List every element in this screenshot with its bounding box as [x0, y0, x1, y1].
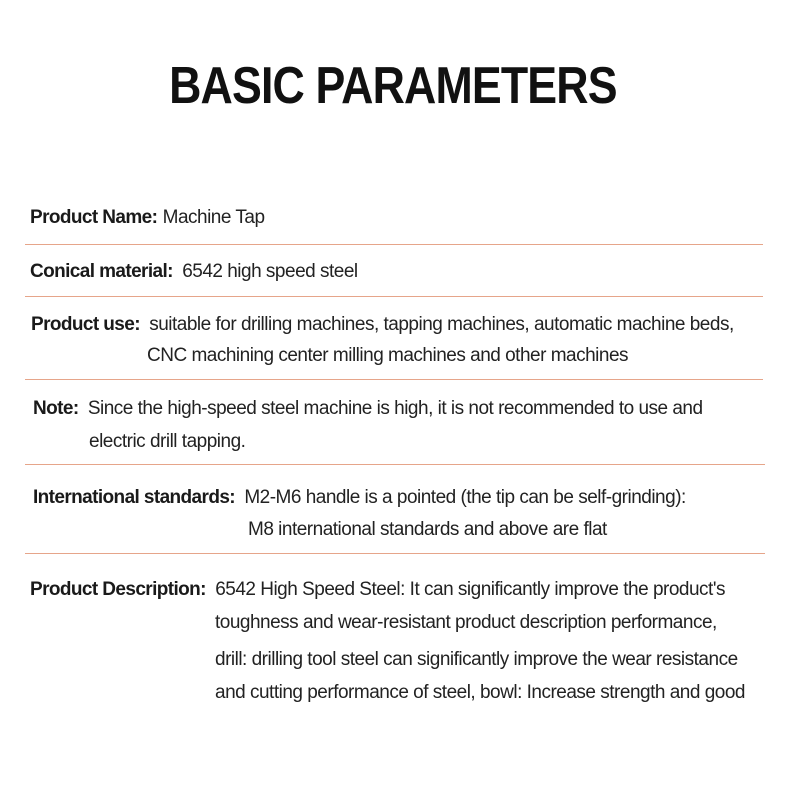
international-standards-line-1: M2-M6 handle is a pointed (the tip can be self-grinding): [244, 487, 686, 508]
divider [25, 464, 765, 465]
note-row [33, 393, 703, 425]
product-name-value: Machine Tap [162, 207, 265, 228]
product-description-line-4: and cutting performance of steel, bowl: Increase strength and good [215, 682, 745, 703]
product-use-label: Product use: [31, 314, 140, 335]
product-name-label: Product Name: [30, 207, 158, 228]
product-description-line-1: 6542 High Speed Steel: It can significantly improve the product's [215, 579, 725, 600]
divider [25, 296, 763, 297]
product-description-line-2: toughness and wear-resistant product description performance, [215, 612, 717, 633]
conical-material-value: 6542 high speed steel [182, 261, 358, 282]
international-standards-label: International standards: [33, 487, 236, 508]
product-use-line-2: CNC machining center milling machines and other machines [147, 345, 629, 366]
note-line-1: Since the high-speed steel machine is high, it is not recommended to use and [87, 398, 703, 419]
product-use-row [31, 309, 734, 341]
product-description-line-3: drill: drilling tool steel can significantly improve the wear resistance [215, 649, 738, 670]
product-name-row [30, 202, 265, 234]
divider [25, 553, 765, 554]
international-standards-row [33, 482, 686, 514]
note-label: Note: [33, 398, 79, 419]
product-use-line-1: suitable for drilling machines, tapping machines, automatic machine beds, [149, 314, 734, 335]
conical-material-row [30, 256, 358, 288]
product-description-label: Product Description: [30, 579, 206, 600]
international-standards-line-2: M8 international standards and above are flat [248, 519, 607, 540]
conical-material-label: Conical material: [30, 261, 173, 282]
page-title: BASIC PARAMETERS [169, 57, 617, 115]
product-description-row [30, 574, 725, 606]
note-line-2: electric drill tapping. [89, 431, 246, 452]
divider [25, 244, 763, 245]
divider [25, 379, 763, 380]
